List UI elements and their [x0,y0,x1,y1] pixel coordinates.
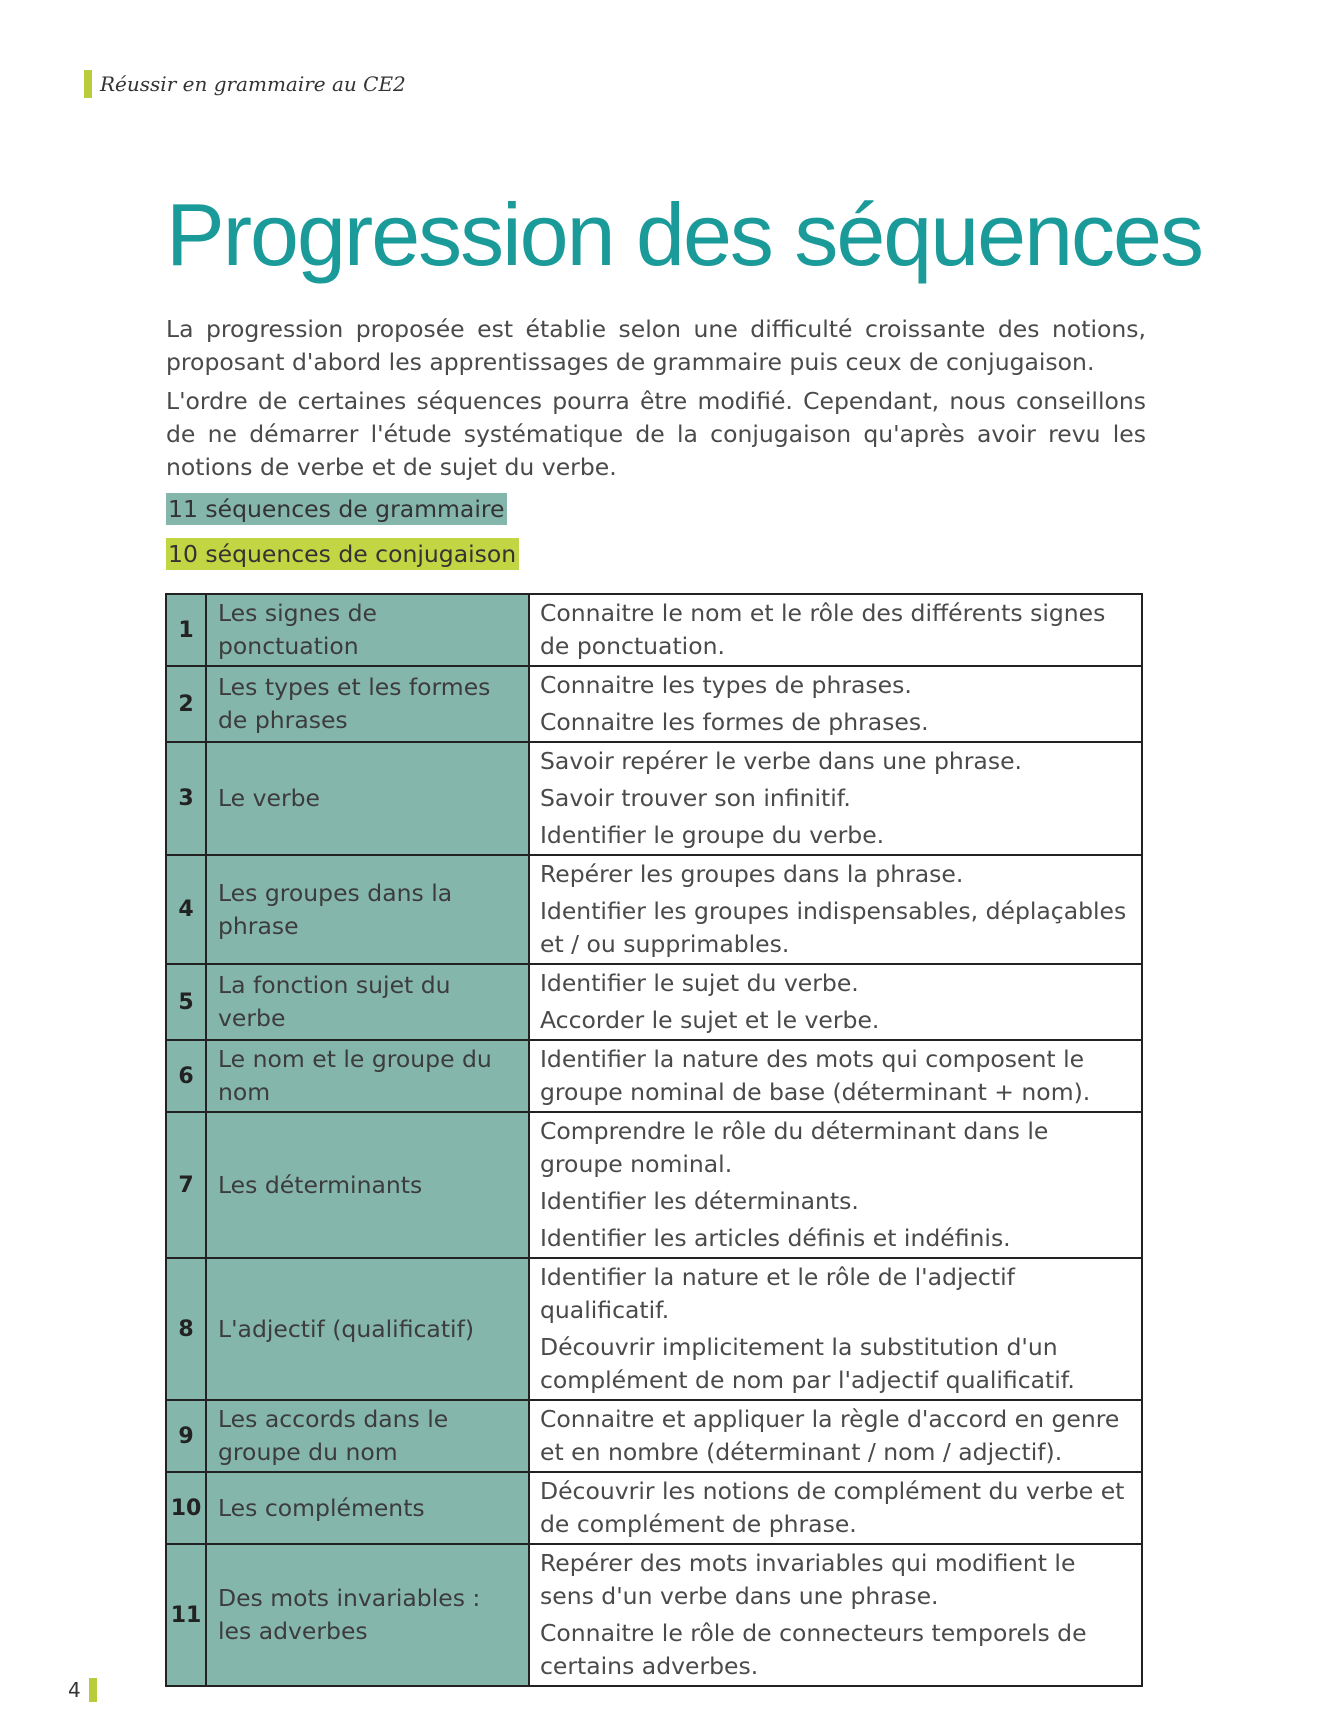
legend-grammar: 11 séquences de grammaire [166,493,507,525]
objective-line: Comprendre le rôle du déterminant dans le groupe nominal. [540,1117,1049,1178]
table-row [166,1472,1142,1544]
objective-line: Accorder le sujet et le verbe. [540,1006,880,1034]
sequence-objectives [529,1400,1142,1472]
objective-line: Identifier la nature des mots qui composent le groupe nominal de base (déterminant + nom). [540,1045,1091,1106]
running-title: Réussir en grammaire au CE2 [100,72,406,96]
sequence-title: L'adjectif (qualificatif) [206,1258,529,1400]
sequence-number: 4 [166,855,206,964]
sequence-number: 1 [166,594,206,666]
objective-line: Connaitre les formes de phrases. [540,708,929,736]
sequence-title: Les accords dans le groupe du nom [206,1400,529,1472]
sequence-title: Les types et les formes de phrases [206,666,529,742]
objective-line: Découvrir les notions de complément du verbe et de complément de phrase. [540,1477,1125,1538]
objective-line: Identifier les groupes indispensables, déplaçables et / ou supprimables. [540,897,1127,958]
objective-line: Identifier le groupe du verbe. [540,821,885,849]
objective-line: Connaitre le rôle de connecteurs temporels de certains adverbes. [540,1619,1087,1680]
sequence-number: 3 [166,742,206,855]
sequence-title: Le verbe [206,742,529,855]
objective-line: Découvrir implicitement la substitution d'un complément de nom par l'adjectif qualificatif. [540,1333,1075,1394]
sequence-objectives [529,594,1142,666]
sequence-number: 6 [166,1040,206,1112]
intro-text [166,313,1146,490]
sequence-number: 2 [166,666,206,742]
table-row [166,964,1142,1040]
sequence-objectives [529,1112,1142,1258]
objective-line: Identifier les déterminants. [540,1187,859,1215]
page-title: Progression des séquences [166,185,1202,284]
sequence-objectives [529,666,1142,742]
objective-line: Repérer des mots invariables qui modifient le sens d'un verbe dans une phrase. [540,1549,1076,1610]
sequence-table [165,593,1143,1687]
sequence-number: 9 [166,1400,206,1472]
sequence-title: Les groupes dans la phrase [206,855,529,964]
footer-accent-bar [89,1678,97,1702]
table-row [166,855,1142,964]
intro-paragraph-1: La progression proposée est établie selon une difficulté croissante des notions, proposant d'abord les apprentissages de grammaire puis ceux de conjugaison. [166,315,1146,376]
objective-line: Repérer les groupes dans la phrase. [540,860,964,888]
sequence-number: 11 [166,1544,206,1686]
sequence-objectives [529,855,1142,964]
sequence-title: Les déterminants [206,1112,529,1258]
sequence-title: Les signes de ponctuation [206,594,529,666]
objective-line: Identifier les articles définis et indéfinis. [540,1224,1011,1252]
table-row [166,742,1142,855]
objective-line: Connaitre et appliquer la règle d'accord en genre et en nombre (déterminant / nom / adjectif). [540,1405,1120,1466]
sequence-title: Des mots invariables : les adverbes [206,1544,529,1686]
sequence-objectives [529,1040,1142,1112]
intro-paragraph-2: L'ordre de certaines séquences pourra être modifié. Cependant, nous conseillons de ne démarrer l'étude systématique de la conjugaison qu'après avoir revu les notions de verbe et de sujet du verbe. [166,387,1146,481]
sequence-objectives [529,1544,1142,1686]
objective-line: Connaitre le nom et le rôle des différents signes de ponctuation. [540,599,1106,660]
table-row [166,1112,1142,1258]
objective-line: Identifier le sujet du verbe. [540,969,859,997]
table-row [166,1040,1142,1112]
header-accent-bar [84,70,92,98]
sequence-title: La fonction sujet du verbe [206,964,529,1040]
sequence-objectives [529,742,1142,855]
table-row [166,1258,1142,1400]
objective-line: Savoir repérer le verbe dans une phrase. [540,747,1022,775]
page-footer [68,1678,97,1702]
table-row [166,666,1142,742]
table-row [166,1400,1142,1472]
page-number: 4 [68,1678,81,1702]
legend-conjugation: 10 séquences de conjugaison [166,538,519,570]
sequence-number: 10 [166,1472,206,1544]
objective-line: Savoir trouver son infinitif. [540,784,851,812]
sequence-title: Les compléments [206,1472,529,1544]
sequence-number: 7 [166,1112,206,1258]
table-row [166,594,1142,666]
sequence-objectives [529,964,1142,1040]
objective-line: Connaitre les types de phrases. [540,671,912,699]
sequence-objectives [529,1258,1142,1400]
sequence-number: 8 [166,1258,206,1400]
table-row [166,1544,1142,1686]
sequence-number: 5 [166,964,206,1040]
sequence-objectives [529,1472,1142,1544]
running-header [84,70,406,98]
objective-line: Identifier la nature et le rôle de l'adjectif qualificatif. [540,1263,1015,1324]
sequence-title: Le nom et le groupe du nom [206,1040,529,1112]
